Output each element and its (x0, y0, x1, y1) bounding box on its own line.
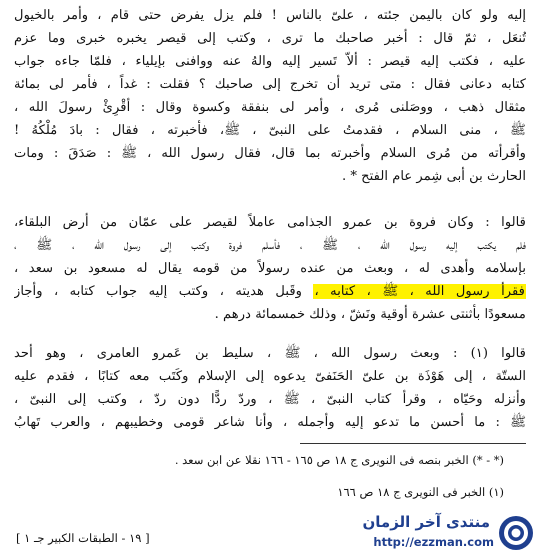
forum-url[interactable]: http://ezzman.com (373, 535, 494, 549)
text-line: مسعودًا بأثنتى عشرة أوقية ونَشّ ، وذلك خمسمائة درهم . (214, 307, 526, 322)
text-line: تُنعَل ، ثمّ قال : أخبر صاحبك ما ترى ، وكتب إلى قيصر يخبره خبرى وما عزم (14, 31, 526, 46)
text-line: وأنزله وحَيّاه ، وقرأ كتاب النبىّ ، ﷺ ، وردّ ردًّا دون ردّ ، وكتب إلى النبىّ ، (14, 392, 526, 407)
text-line: قالوا : وكان فروة بن عمرو الجذامى عاملاً لقيصر على عمّان من أرض البلقاء، (14, 215, 526, 230)
paragraph-3 (14, 342, 526, 434)
paragraph-1 (14, 4, 526, 188)
forum-title: منتدى آخر الزمان (362, 513, 490, 531)
text-line: ﷺ : ما أحسن ما تدعو إليه وأجمله ، وأنا شاعر قومى وخطيبهم ، والعرب تَهابُ (14, 415, 526, 430)
forum-logo-icon (498, 515, 534, 551)
paragraph-2 (14, 211, 526, 326)
footnote-divider (300, 443, 526, 444)
text-line: كتابه دعانى فقال : متى تريد أن تخرج إلى صاحبك ؟ فقلت : غداً ، فأمر لى بمائة (14, 77, 526, 92)
text-line: إليه ولو كان باليمن جئته ، علىّ بالناس ! فلم يزل يفرض حتى قام ، وأمر بالخيول (14, 8, 526, 23)
highlighted-text: فقرأ رسول الله ، ﷺ ، كتابه ، (314, 284, 525, 299)
text-line-with-highlight (14, 280, 526, 303)
text-line: وأقرأته من مُرى السلام وأخبرته بما قال، فقال رسول الله ، ﷺ : صَدَقَ : ومات (14, 146, 526, 161)
text-segment: وقَبل هديته ، وكتب إليه جواب كتابه ، وأجاز (14, 284, 303, 299)
text-line: مثقال ذهب ، ووصَلنى مُرى ، وأمر لى بنفقة وكسوة وقال : أقْرِئْ رسولَ الله ، (14, 100, 526, 115)
forum-watermark (288, 513, 538, 553)
text-line: ﷺ ، منى السلام ، فقدمتُ على النبىّ ، ﷺ، فأخبرته ، فقال : بادَ مُلْكُهُ ! (14, 123, 526, 138)
text-line: عليه ، فكتب إليه قيصر : ألاّ تَسير إليه والهُ عنه ووافنى بإيلياء ، فلمّا جاءه جواب (14, 54, 526, 69)
text-line: الحارث بن أبى شِمر عام الفتح * . (341, 169, 526, 184)
text-line: بإسلامه وأهدى له ، وبعث من عنده رسولاً من قومه يقال له مسعود بن سعد ، (14, 261, 526, 276)
page-info: [ ١٩ - الطبقات الكبير جـ ١ ] (16, 531, 150, 545)
text-line: قالوا (١) : وبعث رسول الله ، ﷺ ، سليط بن عَمرو العامرى ، وهو أحد (14, 346, 526, 361)
footnote-1: (* - *) الخبر بنصه فى النويرى ج ١٨ ص ١٦٥ - ١٦٦ نقلا عن ابن سعد . (174, 453, 504, 467)
text-line: فلم يكتب إليه رسول الله ، ﷺ ، فأسلم فروة وكتب إلى رسول الله ، ﷺ ، (14, 238, 526, 253)
text-line: الستّة ، إلى هَوْذَة بن علىّ الحَنَفىّ يدعوه إلى الإسلام وكَتَب معه كتابًا ، فقدم عليه (14, 369, 526, 384)
footnote-2: (١) الخبر فى النويرى ج ١٨ ص ١٦٦ (337, 485, 504, 499)
